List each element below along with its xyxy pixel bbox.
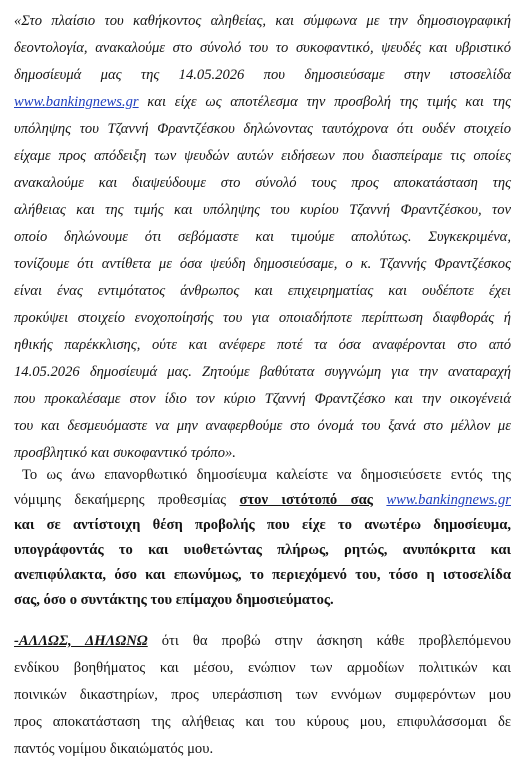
quote-line: «Στο πλαίσιο του καθήκοντος αληθείας, και σύμφωνα με την δημοσιογραφική (14, 13, 511, 29)
notice-text: νόμιμης δεκαήμερης προθεσμίας (14, 492, 227, 508)
quote-line: οποίο δηλώνουμε ότι σεβόμαστε και τιμούμε απολύτως. Συγκεκριμένα, (14, 229, 511, 245)
warning-line: ποινικών δικαστηρίων, προς υπεράσπιση των εννόμων συμφερόντων μου (14, 687, 511, 703)
quote-line: είχαμε προς απόδειξη των ψευδών αυτών ειδήσεων που διασπείραμε τις οποίες (14, 148, 511, 164)
quote-line: δεοντολογία, ανακαλούμε στο σύνολό του το συκοφαντικό, ψευδές και υβριστικό (14, 40, 511, 56)
quote-line: προκύψει στοιχείο ενοχοποίησής του για οποιαδήποτε περίπτωση διαφθοράς ή (14, 310, 511, 326)
warning-line: προς αποκατάσταση της αλήθειας και του κύρους μου, επιφυλάσσομαι δε (14, 714, 511, 730)
quote-line: ηθικής παρέκκλισης, ούτε και ανέφερε ποτέ τα όσα αναφέρονται στο από (14, 337, 511, 353)
warning-line: παντός νομίμου δικαιώματός μου. (14, 741, 214, 757)
quote-line: ανακαλούμε και διαψεύδουμε στο σύνολό τους προς αποκατάσταση της (14, 175, 511, 191)
warning-line (14, 632, 511, 650)
quote-text: και είχε ως αποτέλεσμα την προσβολή της τιμής και της (147, 94, 511, 110)
quote-line: τονίζουμε ότι αντίθετα με όσα ψεύδη δημοσιεύσαμε, ο κ. Τζαννής Φραντζέσκος (14, 256, 511, 272)
quote-line: υπόληψης του Τζαννή Φραντζέσκου δηλώνοντας ταυτόχρονα ότι ουδέν στοιχείο (14, 121, 511, 137)
quote-line: δημοσίευμά μας της 14.05.2026 που δημοσιεύσαμε στην ιστοσελίδα (14, 67, 511, 83)
quote-line: είναι ένας εντιμότατος άνθρωπος και επιχειρηματίας και ουδέποτε έχει (14, 283, 511, 299)
notice-emphasis: στον ιστότοπό σας (239, 492, 373, 508)
notice-line: υπογράφοντάς το και υιοθετώντας πλήρως, ρητώς, ανυπόκριτα και (14, 542, 511, 558)
quote-line: που προκαλέσαμε στον ίδιο τον κύριο Τζαννή Φραντζέσκο και την οικογένειά (14, 391, 511, 407)
quote-line: του και δεσμευόμαστε να μην αναφερθούμε στο όνομά του ξανά στο μέλλον με (14, 418, 511, 434)
warning-text: ότι θα προβώ στην άσκηση κάθε προβλεπόμενου (161, 633, 511, 649)
notice-line (14, 491, 511, 509)
quote-line (14, 93, 511, 111)
bankingnews-link[interactable]: www.bankingnews.gr (14, 94, 139, 110)
notice-line: Το ως άνω επανορθωτικό δημοσίευμα καλείστε να δημοσιεύσετε εντός της (22, 467, 511, 483)
warning-heading: -ΑΛΛΩΣ, ΔΗΛΩΝΩ (14, 633, 148, 649)
warning-line: ενδίκου βοηθήματος και μέσου, ενώπιον των αρμοδίων πολιτικών και (14, 660, 511, 676)
quote-line: αλήθειας και της τιμής και υπόληψης του κυρίου Τζαννή Φραντζέσκου, τον (14, 202, 511, 218)
notice-line: σας, όσο ο συντάκτης του επίμαχου δημοσιεύματος. (14, 592, 334, 608)
notice-line: ανεπιφύλακτα, όσο και επωνύμως, το περιεχόμενό του, τόσο η ιστοσελίδα (14, 567, 511, 583)
quote-line: προσβλητικό και συκοφαντικό τρόπο». (14, 445, 236, 461)
bankingnews-link[interactable]: www.bankingnews.gr (386, 492, 511, 508)
quote-line: 14.05.2026 δημοσίευμά μας. Ζητούμε βαθύτατα συγγνώμη για την αναταραχή (14, 364, 511, 380)
notice-line: και σε αντίστοιχη θέση προβολής που είχε το ανωτέρω δημοσίευμα, (14, 517, 511, 533)
